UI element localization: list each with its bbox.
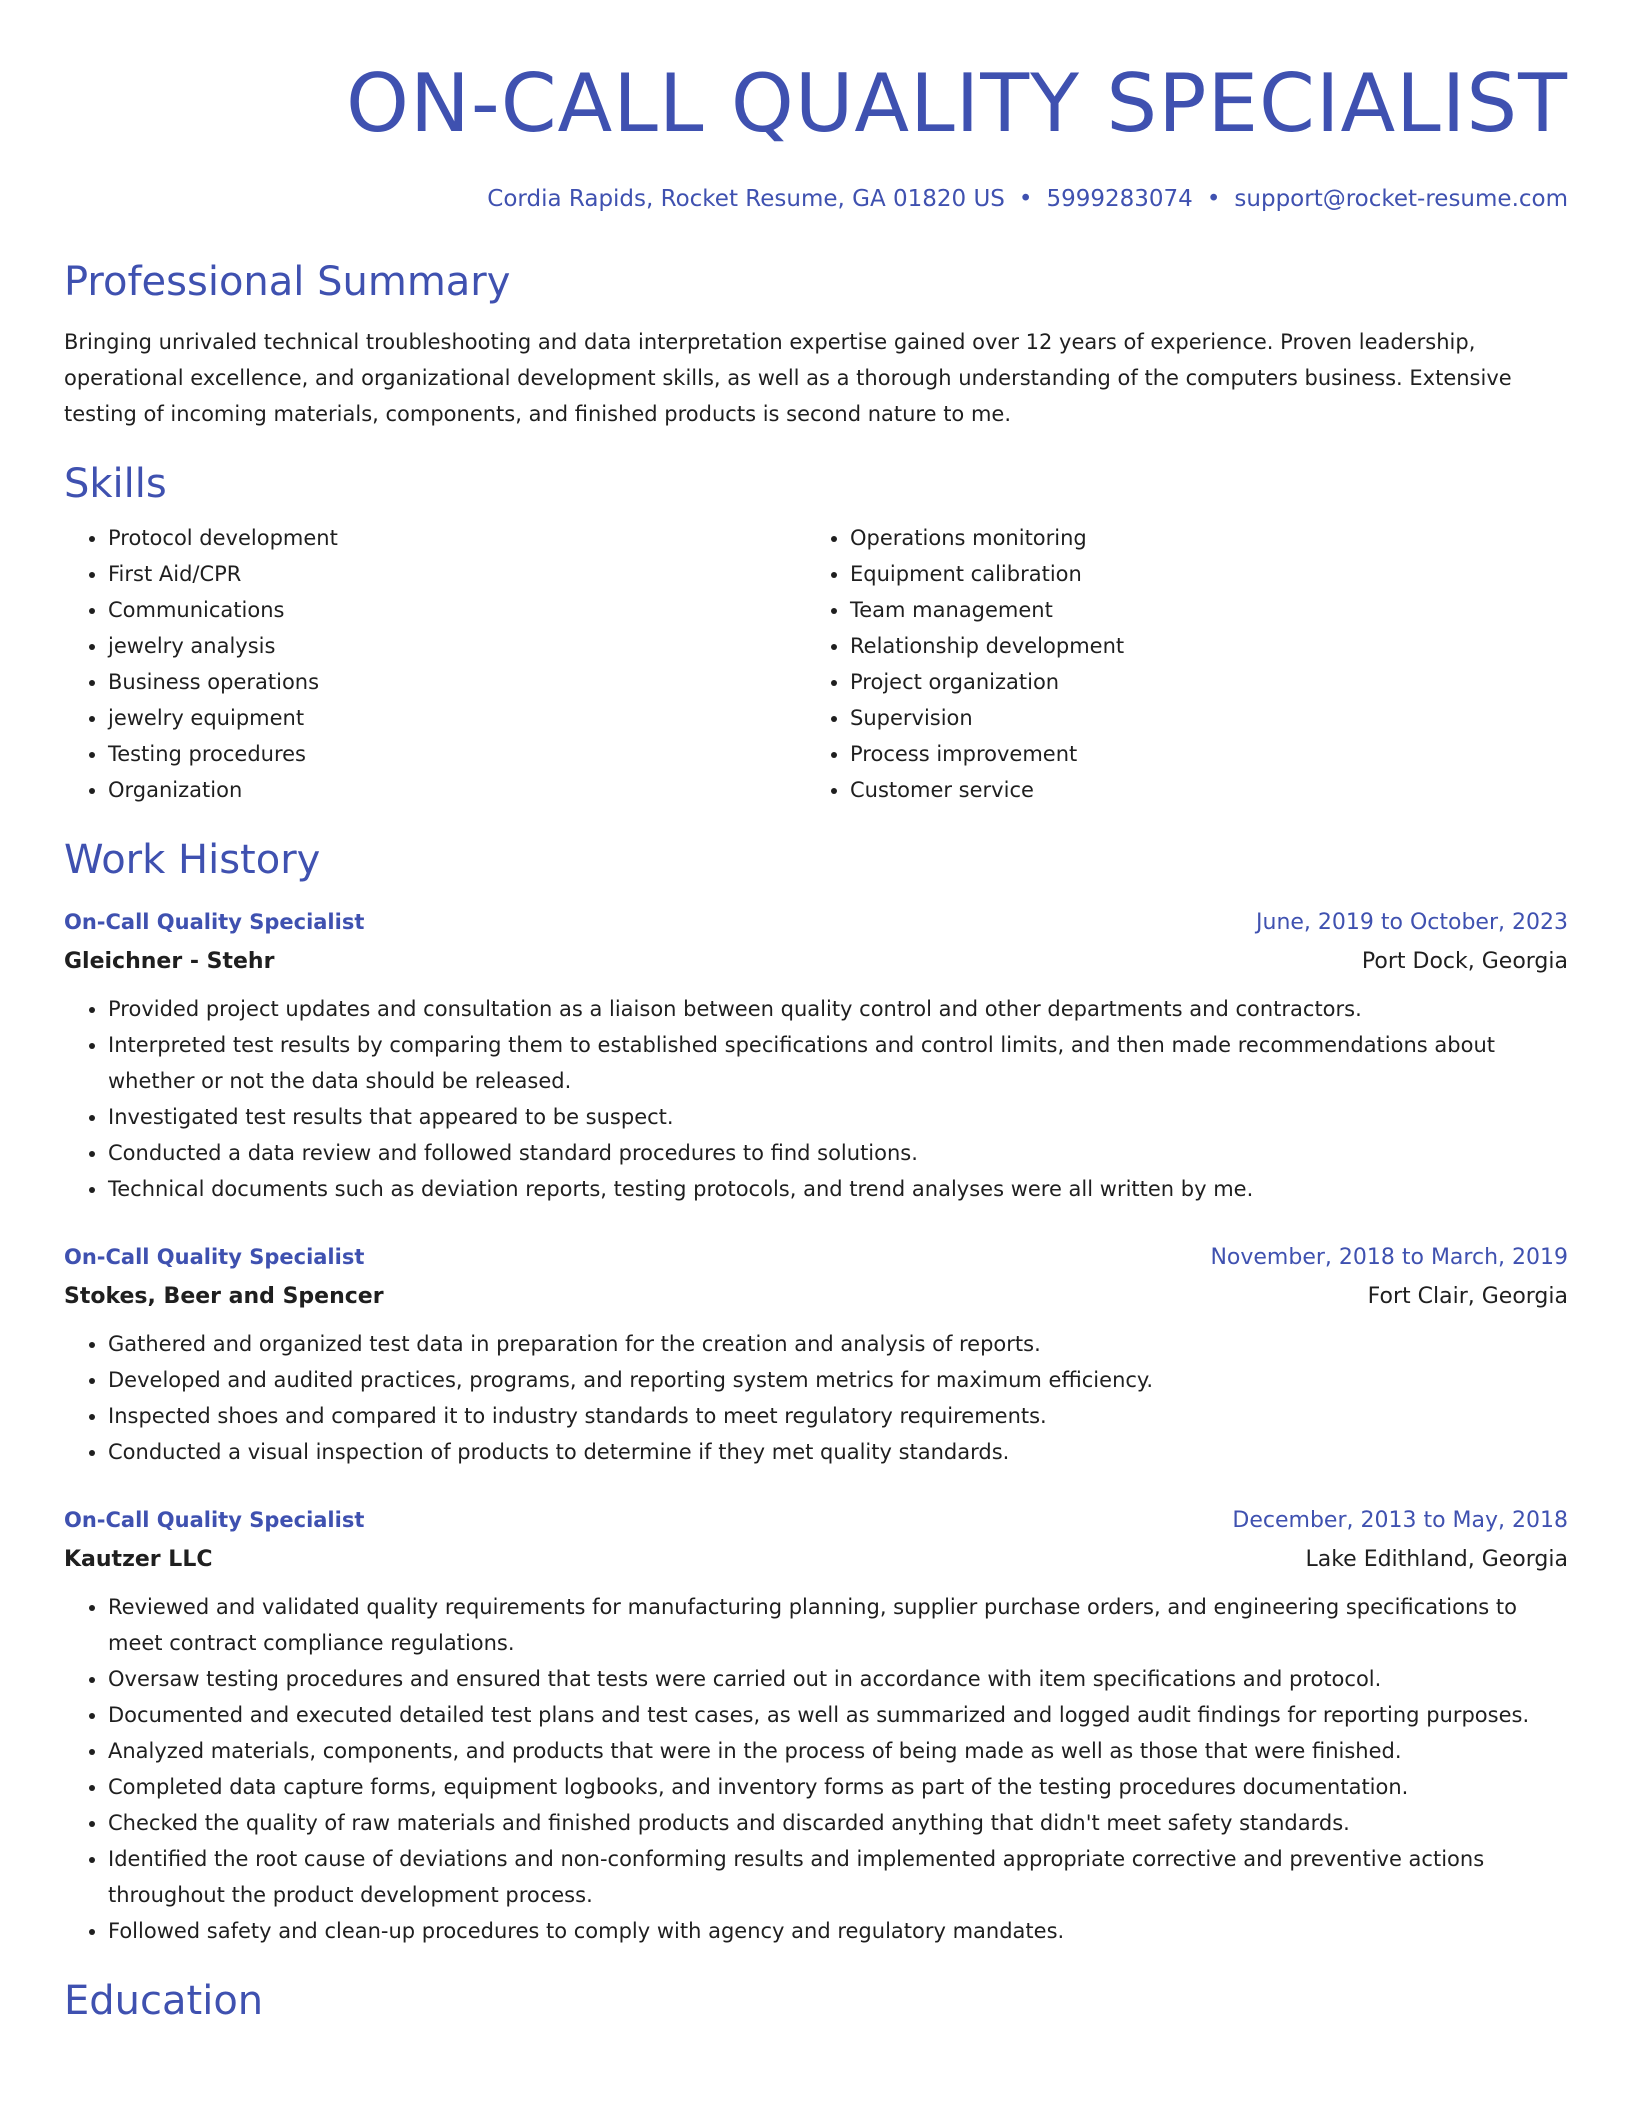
contact-separator: • [1206, 186, 1221, 212]
job-dates: December, 2013 to May, 2018 [1232, 1508, 1568, 1533]
summary-heading: Professional Summary [64, 259, 511, 305]
skills-list-left [64, 520, 806, 808]
skill-item: • Testing procedures [108, 736, 806, 772]
job-location: Fort Clair, Georgia [1367, 1284, 1568, 1309]
skill-item: • Organization [108, 772, 806, 808]
summary-section [64, 258, 1568, 432]
duty-item: • Technical documents such as deviation reports, testing protocols, and trend analyses were all written by me. [108, 1171, 1568, 1207]
skills-section [64, 460, 1568, 808]
duty-item: • Provided project updates and consultation as a liaison between quality control and other departments and contractors. [108, 991, 1568, 1027]
duty-item: • Documented and executed detailed test plans and test cases, as well as summarized and logged audit findings for reporting purposes. [108, 1697, 1568, 1733]
duty-item: • Inspected shoes and compared it to industry standards to meet regulatory requirements. [108, 1398, 1568, 1434]
work-history-section [64, 836, 1568, 1949]
skill-item: • Business operations [108, 664, 806, 700]
duty-item: • Gathered and organized test data in preparation for the creation and analysis of reports. [108, 1326, 1568, 1362]
skill-item: • Relationship development [850, 628, 1568, 664]
skill-item: • Supervision [850, 700, 1568, 736]
skills-columns [64, 520, 1568, 808]
skill-item: • Process improvement [850, 736, 1568, 772]
job-role: On-Call Quality Specialist [64, 1245, 365, 1269]
skill-item: • Team management [850, 592, 1568, 628]
duty-item: • Checked the quality of raw materials and finished products and discarded anything that didn't meet safety standards. [108, 1805, 1568, 1841]
skill-item: • Protocol development [108, 520, 806, 556]
job-company-row [64, 1541, 1568, 1579]
skills-list-right [806, 520, 1568, 808]
duty-item: • Completed data capture forms, equipment logbooks, and inventory forms as part of the testing procedures documentation. [108, 1769, 1568, 1805]
duty-item: • Followed safety and clean-up procedures to comply with agency and regulatory mandates. [108, 1913, 1568, 1949]
education-heading: Education [64, 1978, 264, 2024]
skills-heading: Skills [64, 461, 167, 507]
job-dates: June, 2019 to October, 2023 [1256, 910, 1568, 935]
duty-item: • Reviewed and validated quality requirements for manufacturing planning, supplier purchase orders, and engineering specifications to meet contract compliance regulations. [108, 1589, 1568, 1661]
job-company: Kautzer LLC [64, 1547, 213, 1572]
duty-item: • Conducted a visual inspection of products to determine if they met quality standards. [108, 1434, 1568, 1470]
duty-item: • Developed and audited practices, programs, and reporting system metrics for maximum efficiency. [108, 1362, 1568, 1398]
job-company: Gleichner - Stehr [64, 949, 275, 974]
contact-address: Cordia Rapids, Rocket Resume, GA 01820 US [487, 186, 1005, 212]
contact-line [64, 184, 1568, 214]
resume-header [64, 56, 1568, 214]
job-role: On-Call Quality Specialist [64, 910, 365, 934]
skill-item: • Operations monitoring [850, 520, 1568, 556]
job-duties [64, 1326, 1568, 1470]
job-header-row [64, 1500, 1568, 1541]
contact-phone: 5999283074 [1046, 186, 1193, 212]
job-entry [64, 1500, 1568, 1949]
job-header-row [64, 902, 1568, 943]
job-location: Lake Edithland, Georgia [1305, 1547, 1568, 1572]
duty-item: • Conducted a data review and followed standard procedures to find solutions. [108, 1135, 1568, 1171]
contact-separator: • [1018, 186, 1033, 212]
job-duties [64, 1589, 1568, 1949]
job-company: Stokes, Beer and Spencer [64, 1284, 384, 1309]
skill-item: • Project organization [850, 664, 1568, 700]
job-location: Port Dock, Georgia [1361, 949, 1568, 974]
duty-item: • Oversaw testing procedures and ensured that tests were carried out in accordance with item specifications and protocol. [108, 1661, 1568, 1697]
skill-item: • jewelry analysis [108, 628, 806, 664]
education-section [64, 1977, 1568, 2025]
summary-text: Bringing unrivaled technical troubleshooting and data interpretation expertise gained over 12 years of experience. Proven leadership, operational excellence, and organizational development skills, as well as a thorough understanding of the computers business. Extensive testing of incoming materials, components, and finished products is second nature to me. [64, 330, 1512, 426]
job-company-row [64, 1278, 1568, 1316]
job-role: On-Call Quality Specialist [64, 1508, 365, 1532]
work-history-heading: Work History [64, 837, 321, 883]
job-entry [64, 1237, 1568, 1470]
duty-item: • Analyzed materials, components, and products that were in the process of being made as well as those that were finished. [108, 1733, 1568, 1769]
job-header-row [64, 1237, 1568, 1278]
resume-title: ON-CALL QUALITY SPECIALIST [346, 57, 1568, 150]
skill-item: • Communications [108, 592, 806, 628]
contact-email[interactable]: support@rocket-resume.com [1234, 186, 1568, 212]
job-company-row [64, 943, 1568, 981]
duty-item: • Identified the root cause of deviations and non-conforming results and implemented appropriate corrective and preventive actions throughout the product development process. [108, 1841, 1568, 1913]
job-duties [64, 991, 1568, 1207]
skill-item: • Equipment calibration [850, 556, 1568, 592]
skill-item: • jewelry equipment [108, 700, 806, 736]
job-dates: November, 2018 to March, 2019 [1210, 1245, 1568, 1270]
skill-item: • Customer service [850, 772, 1568, 808]
duty-item: • Interpreted test results by comparing them to established specifications and control limits, and then made recommendations about whether or not the data should be released. [108, 1027, 1568, 1099]
duty-item: • Investigated test results that appeared to be suspect. [108, 1099, 1568, 1135]
skill-item: • First Aid/CPR [108, 556, 806, 592]
job-entry [64, 902, 1568, 1207]
